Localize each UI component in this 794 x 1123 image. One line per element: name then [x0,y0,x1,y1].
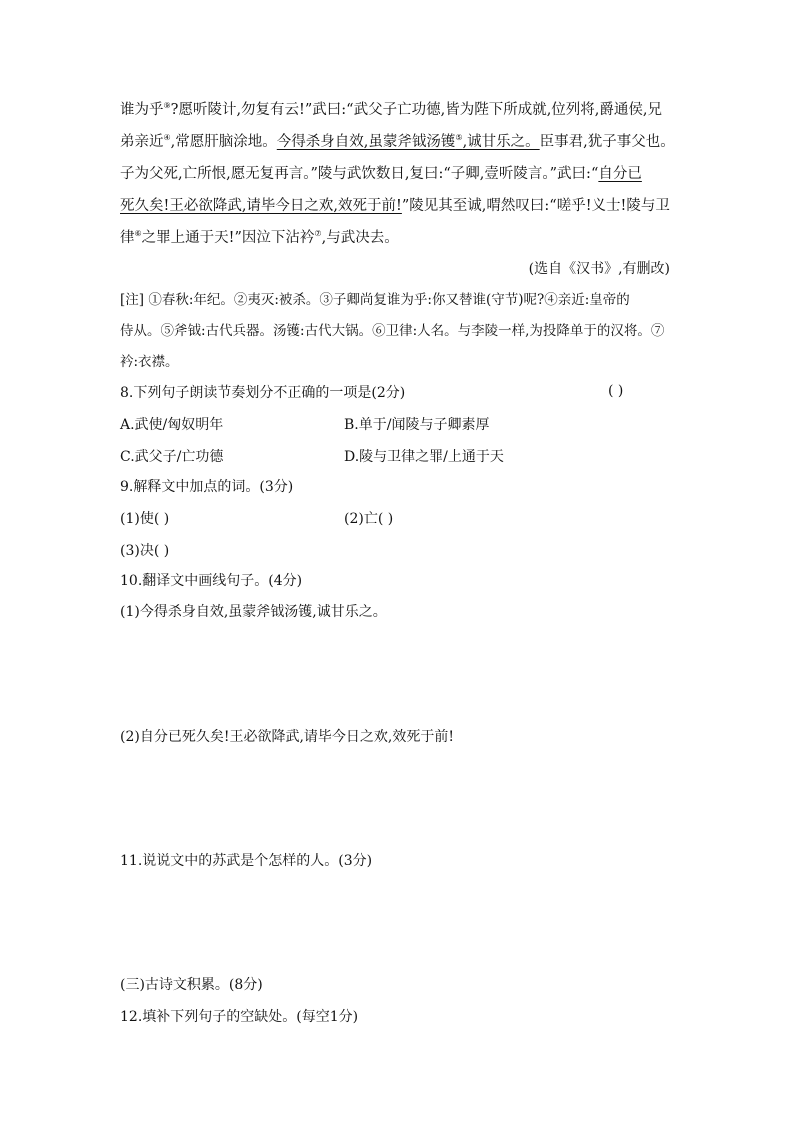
footnote-marker: ⑤ [455,133,463,143]
option-c: C.武父子/亡功德 [120,449,224,465]
option-b: B.单于/闻陵与子卿素厚 [344,417,490,433]
answer-blank[interactable]: ( ) [608,383,624,399]
source-citation: (选自《汉书》,有删改) [528,261,670,277]
passage-text: ,与武决去。 [321,230,399,246]
notes-line-2: 侍从。⑤斧钺:古代兵器。汤镬:古代大锅。⑥卫律:人名。与李陵一样,为投降单于的汉将。⑦ [120,323,665,339]
option-d: D.陵与卫律之罪/上通于天 [344,449,504,465]
passage-line-3 [120,164,642,184]
underlined-text: 今得杀身自效,虽蒙斧钺汤镬 [276,134,456,150]
section-3-title: (三)古诗文积累。(8分) [120,977,263,993]
passage-text: ?愿听陵计,勿复有云!”武曰:“武父子亡功德,皆为陛下所成就,位列将,爵通侯,兄 [170,102,663,118]
underlined-text: ,诚甘乐之。 [462,134,540,150]
passage-text: 子为父死,亡所恨,愿无复再言。”陵与武饮数日,复曰:“子卿,壹听陵言。”武曰:“ [120,166,599,182]
passage-line-1 [120,100,662,120]
passage-text: 谁为乎 [120,102,164,118]
question-11-stem: 11.说说文中的苏武是个怎样的人。(3分) [120,853,373,869]
notes-line-3: 衿:衣襟。 [120,354,179,370]
footnote-marker: ⑥ [134,229,142,239]
passage-text: ”陵见其至诚,喟然叹曰:“嗟乎!义士!陵与卫 [401,198,670,214]
underlined-sentence-2-start: 自分已 [598,166,642,182]
question-12-stem: 12.填补下列句子的空缺处。(每空1分) [120,1009,359,1025]
footnote-marker: ④ [163,133,171,143]
passage-text: 弟亲近 [120,134,164,150]
question-9-item-3[interactable]: (3)决( ) [120,543,170,559]
question-10-sentence-1: (1)今得杀身自效,虽蒙斧钺汤镬,诚甘乐之。 [120,604,387,620]
footnote-marker: ⑦ [314,229,322,239]
question-10-stem: 10.翻译文中画线句子。(4分) [120,573,303,589]
passage-text: 之罪上通于天!”因泣下沾衿 [141,230,315,246]
passage-text: 律 [120,230,135,246]
passage-line-2 [120,132,675,152]
question-9-item-2[interactable]: (2)亡( ) [344,511,394,527]
question-9-item-1[interactable]: (1)使( ) [120,511,170,527]
question-8-stem: 8.下列句子朗读节奏划分不正确的一项是(2分) [120,385,406,401]
underlined-sentence-2-end: 死久矣!王必欲降武,请毕今日之欢,效死于前! [120,198,402,214]
passage-text: ,常愿肝脑涂地。 [170,134,277,150]
footnote-marker: ⑨ [163,101,171,111]
option-a: A.武使/匈奴明年 [120,417,224,433]
question-10-sentence-2: (2)自分已死久矣!王必欲降武,请毕今日之欢,效死于前! [120,729,454,745]
notes-line-1: [注] ①春秋:年纪。②夷灭:被杀。③子卿尚复谁为乎:你又替谁(守节)呢?④亲近:皇帝的 [120,292,630,308]
underlined-sentence-1 [277,134,540,150]
passage-line-5 [120,228,399,248]
question-9-stem: 9.解释文中加点的词。(3分) [120,479,294,495]
passage-line-4 [120,196,670,216]
passage-text: 臣事君,犹子事父也。 [539,134,675,150]
